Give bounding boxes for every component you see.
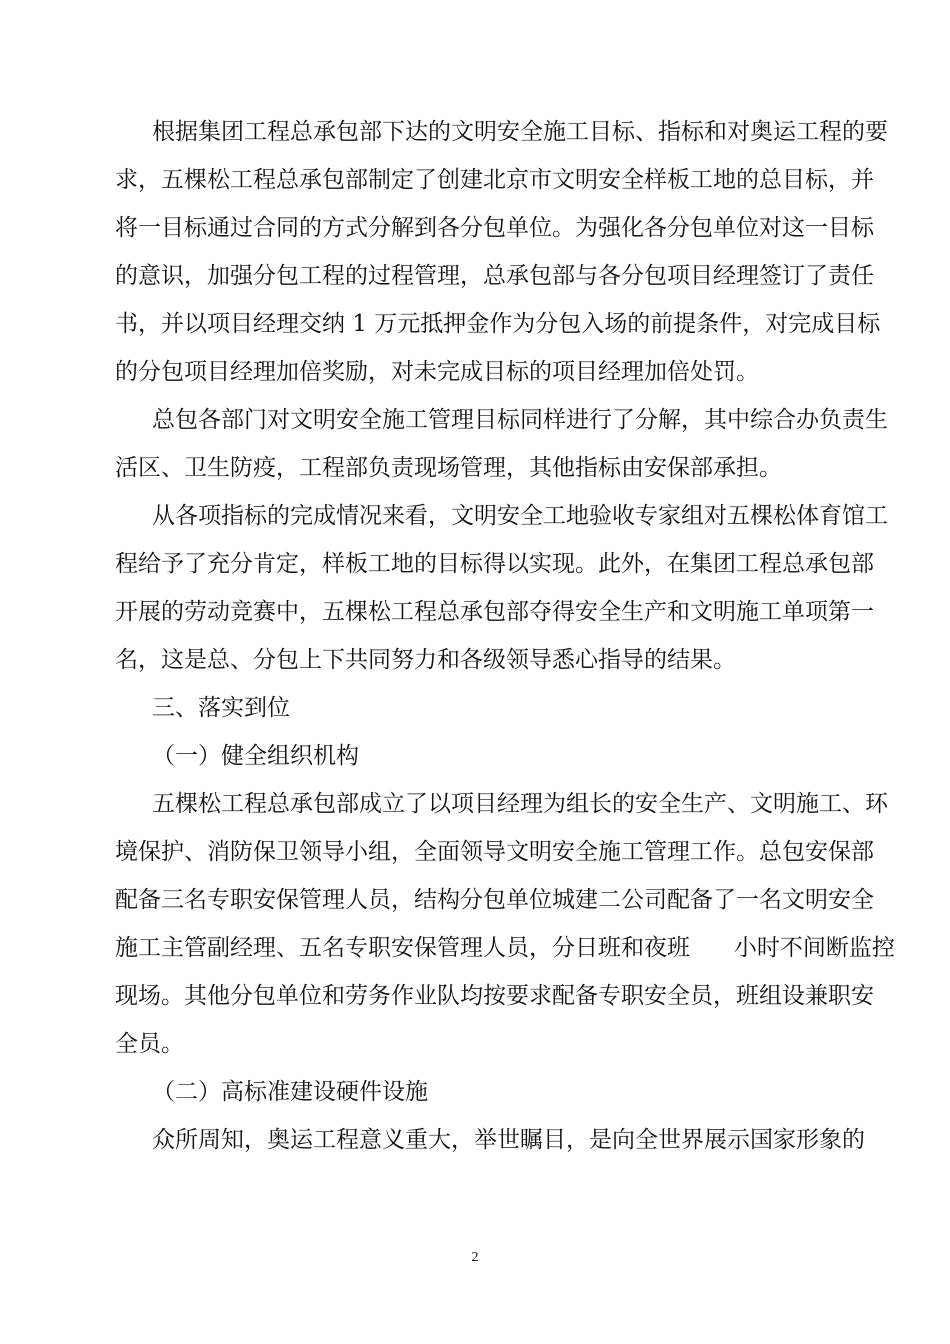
paragraph-line: 施工主管副经理、五名专职安保管理人员，分日班和夜班 小时不间断监控 bbox=[115, 935, 895, 961]
paragraph-line: 现场。其他分包单位和劳务作业队均按要求配备专职安全员，班组设兼职安 bbox=[115, 983, 874, 1009]
paragraph-line: 书，并以项目经理交纳 1 万元抵押金作为分包入场的前提条件，对完成目标 bbox=[115, 311, 881, 337]
paragraph-line: 的分包项目经理加倍奖励，对未完成目标的项目经理加倍处罚。 bbox=[115, 359, 759, 385]
paragraph-line: 将一目标通过合同的方式分解到各分包单位。为强化各分包单位对这一目标 bbox=[115, 215, 874, 241]
paragraph-line: 从各项指标的完成情况来看，文明安全工地验收专家组对五棵松体育馆工 bbox=[152, 503, 888, 529]
paragraph-line: 总包各部门对文明安全施工管理目标同样进行了分解，其中综合办负责生 bbox=[152, 407, 888, 433]
paragraph-line: 活区、卫生防疫，工程部负责现场管理，其他指标由安保部承担。 bbox=[115, 455, 782, 481]
paragraph-line: 境保护、消防保卫领导小组，全面领导文明安全施工管理工作。总包安保部 bbox=[115, 839, 874, 865]
paragraph-line: 众所周知，奥运工程意义重大，举世瞩目，是向全世界展示国家形象的 bbox=[152, 1127, 865, 1153]
paragraph-line: 程给予了充分肯定，样板工地的目标得以实现。此外，在集团工程总承包部 bbox=[115, 551, 874, 577]
section-heading: 三、落实到位 bbox=[152, 695, 290, 721]
subsection-heading: （二）高标准建设硬件设施 bbox=[152, 1079, 428, 1105]
paragraph-line: 配备三名专职安保管理人员，结构分包单位城建二公司配备了一名文明安全 bbox=[115, 887, 874, 913]
paragraph-line: 求，五棵松工程总承包部制定了创建北京市文明安全样板工地的总目标，并 bbox=[115, 167, 874, 193]
page-number: 2 bbox=[471, 1250, 479, 1265]
paragraph-line: 开展的劳动竞赛中，五棵松工程总承包部夺得安全生产和文明施工单项第一 bbox=[115, 599, 874, 625]
paragraph-line: 的意识，加强分包工程的过程管理，总承包部与各分包项目经理签订了责任 bbox=[115, 263, 874, 289]
paragraph-line: 根据集团工程总承包部下达的文明安全施工目标、指标和对奥运工程的要 bbox=[152, 119, 888, 145]
paragraph-line: 五棵松工程总承包部成立了以项目经理为组长的安全生产、文明施工、环 bbox=[152, 791, 888, 817]
paragraph-line: 全员。 bbox=[115, 1031, 184, 1057]
subsection-heading: （一）健全组织机构 bbox=[152, 743, 359, 769]
paragraph-line: 名，这是总、分包上下共同努力和各级领导悉心指导的结果。 bbox=[115, 647, 736, 673]
